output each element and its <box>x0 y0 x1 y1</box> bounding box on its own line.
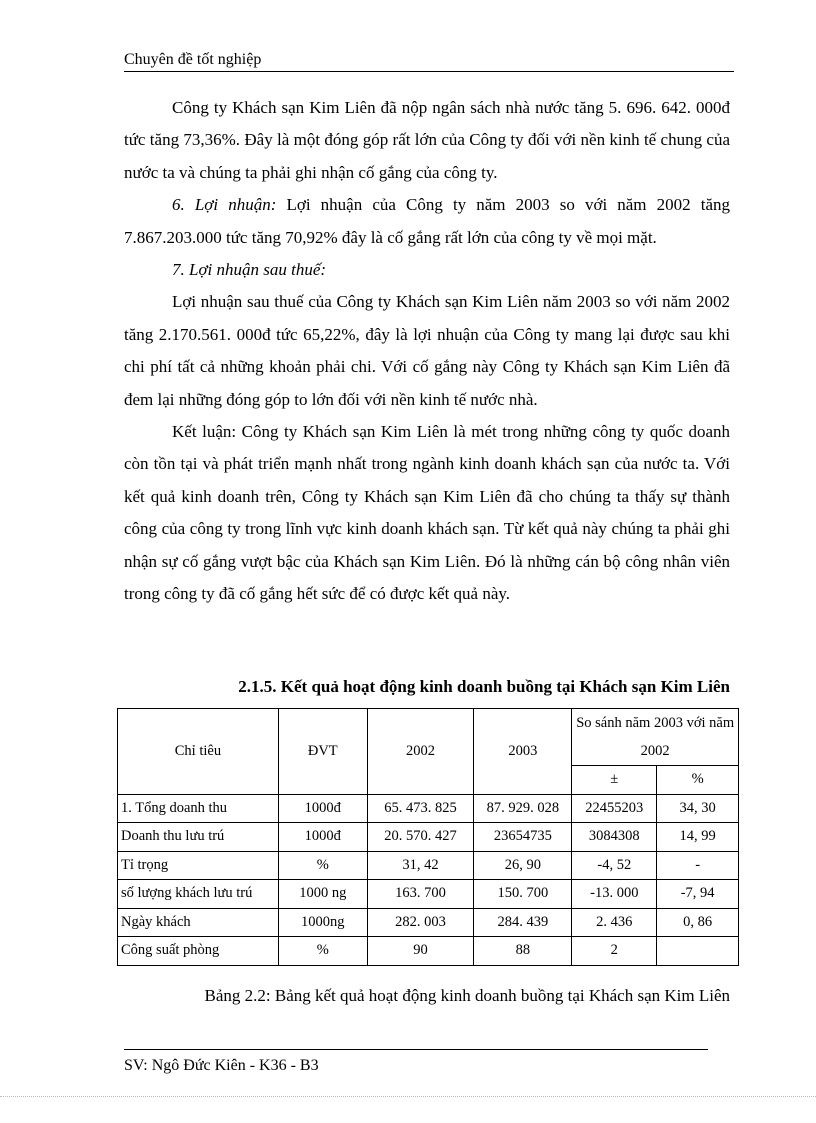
header-pct: % <box>657 766 739 795</box>
paragraph-conclusion: Kết luận: Công ty Khách sạn Kim Liên là mét trong những công ty quốc doanh còn tồn tại và phát triển mạnh nhất trong ngành kinh doanh khách sạn của nước ta. Với kết quả kinh doanh trên, Công ty Khách sạn Kim Liên đã cho chúng ta thấy sự thành công của công ty trong lĩnh vực kinh doanh khách sạn. Từ kết quả này chúng ta phải ghi nhận sự cố gắng vượt bậc của Khách sạn Kim Liên. Đó là những cán bộ công nhân viên trong công ty đã cố gắng hết sức để có được kết quả này. <box>124 422 730 604</box>
table-cell <box>657 937 739 966</box>
table-cell: % <box>278 937 367 966</box>
table-cell: 34, 30 <box>657 794 739 823</box>
results-table <box>117 708 739 966</box>
table-cell: 1000đ <box>278 794 367 823</box>
paragraph-budget: Công ty Khách sạn Kim Liên đã nộp ngân sách nhà nước tăng 5. 696. 642. 000đ tức tăng 73,36%. Đây là một đóng góp rất lớn của Công ty đối với nền kinh tế chung của nước ta và chúng ta phải ghi nhận cố gắng của công ty. <box>124 98 730 182</box>
table-row <box>118 908 739 937</box>
table-row <box>118 823 739 852</box>
profit-text: Lợi nhuận của Công ty năm 2003 so với năm 2002 tăng 7.867.203.000 tức tăng 70,92% đây là cố gắng rất lớn của công ty về mọi mặt. <box>124 195 730 247</box>
table-caption: Bảng 2.2: Bảng kết quả hoạt động kinh doanh buồng tại Khách sạn Kim Liên <box>204 986 730 1005</box>
header-compare: So sánh năm 2003 với năm 2002 <box>572 709 739 766</box>
page-header: Chuyên đề tốt nghiệp <box>124 50 734 72</box>
table-cell: 0, 86 <box>657 908 739 937</box>
table-cell: 88 <box>474 937 572 966</box>
table-cell: số lượng khách lưu trú <box>118 880 279 909</box>
page-footer: SV: Ngô Đức Kiên - K36 - B3 <box>124 1057 319 1074</box>
table-cell: 1. Tổng doanh thu <box>118 794 279 823</box>
table-cell: 2. 436 <box>572 908 657 937</box>
table-cell: 1000ng <box>278 908 367 937</box>
table-cell: 26, 90 <box>474 851 572 880</box>
paragraph-after-tax-heading <box>124 254 730 286</box>
table-cell: -7, 94 <box>657 880 739 909</box>
table-cell: 1000 ng <box>278 880 367 909</box>
table-cell: 65. 473. 825 <box>367 794 474 823</box>
table-cell: 90 <box>367 937 474 966</box>
table-cell: Ngày khách <box>118 908 279 937</box>
table-cell: 2 <box>572 937 657 966</box>
table-cell: Doanh thu lưu trú <box>118 823 279 852</box>
table-row <box>118 937 739 966</box>
header-chi-tieu: Chỉ tiêu <box>118 709 279 795</box>
table-row <box>118 794 739 823</box>
table-cell: 3084308 <box>572 823 657 852</box>
header-2002: 2002 <box>367 709 474 795</box>
table-cell: -13. 000 <box>572 880 657 909</box>
page-boundary <box>0 1096 816 1097</box>
paragraph-after-tax: Lợi nhuận sau thuế của Công ty Khách sạn Kim Liên năm 2003 so với năm 2002 tăng 2.170.561. 000đ tức 65,22%, đây là lợi nhuận của Công ty mang lại được sau khi chi phí tất cả những khoản phải chi. Với cố gắng này Công ty Khách sạn Kim Liên đã đem lại những đóng góp to lớn đối với nền kinh tế nước nhà. <box>124 292 730 409</box>
profit-label: 6. Lợi nhuận: <box>172 195 277 215</box>
table-cell: 284. 439 <box>474 908 572 937</box>
table-cell: 20. 570. 427 <box>367 823 474 852</box>
table-header-row <box>118 709 739 766</box>
table-cell: 150. 700 <box>474 880 572 909</box>
table-cell: 14, 99 <box>657 823 739 852</box>
header-2003: 2003 <box>474 709 572 795</box>
after-tax-label: 7. Lợi nhuận sau thuế: <box>172 260 327 280</box>
paragraph-profit <box>124 189 730 254</box>
table-row <box>118 880 739 909</box>
table-cell: % <box>278 851 367 880</box>
footer-divider <box>124 1049 708 1050</box>
table-cell: 87. 929. 028 <box>474 794 572 823</box>
table-cell: -4, 52 <box>572 851 657 880</box>
table-cell: Công suất phòng <box>118 937 279 966</box>
table-cell: - <box>657 851 739 880</box>
header-dvt: ĐVT <box>278 709 367 795</box>
table-cell: 22455203 <box>572 794 657 823</box>
table-cell: 163. 700 <box>367 880 474 909</box>
table-title: 2.1.5. Kết quả hoạt động kinh doanh buồng tại Khách sạn Kim Liên <box>238 677 730 696</box>
body-text <box>124 92 730 611</box>
header-abs: ± <box>572 766 657 795</box>
table-cell: 1000đ <box>278 823 367 852</box>
table-cell: 31, 42 <box>367 851 474 880</box>
table-cell: Tỉ trọng <box>118 851 279 880</box>
table-row <box>118 851 739 880</box>
table-cell: 23654735 <box>474 823 572 852</box>
table-cell: 282. 003 <box>367 908 474 937</box>
